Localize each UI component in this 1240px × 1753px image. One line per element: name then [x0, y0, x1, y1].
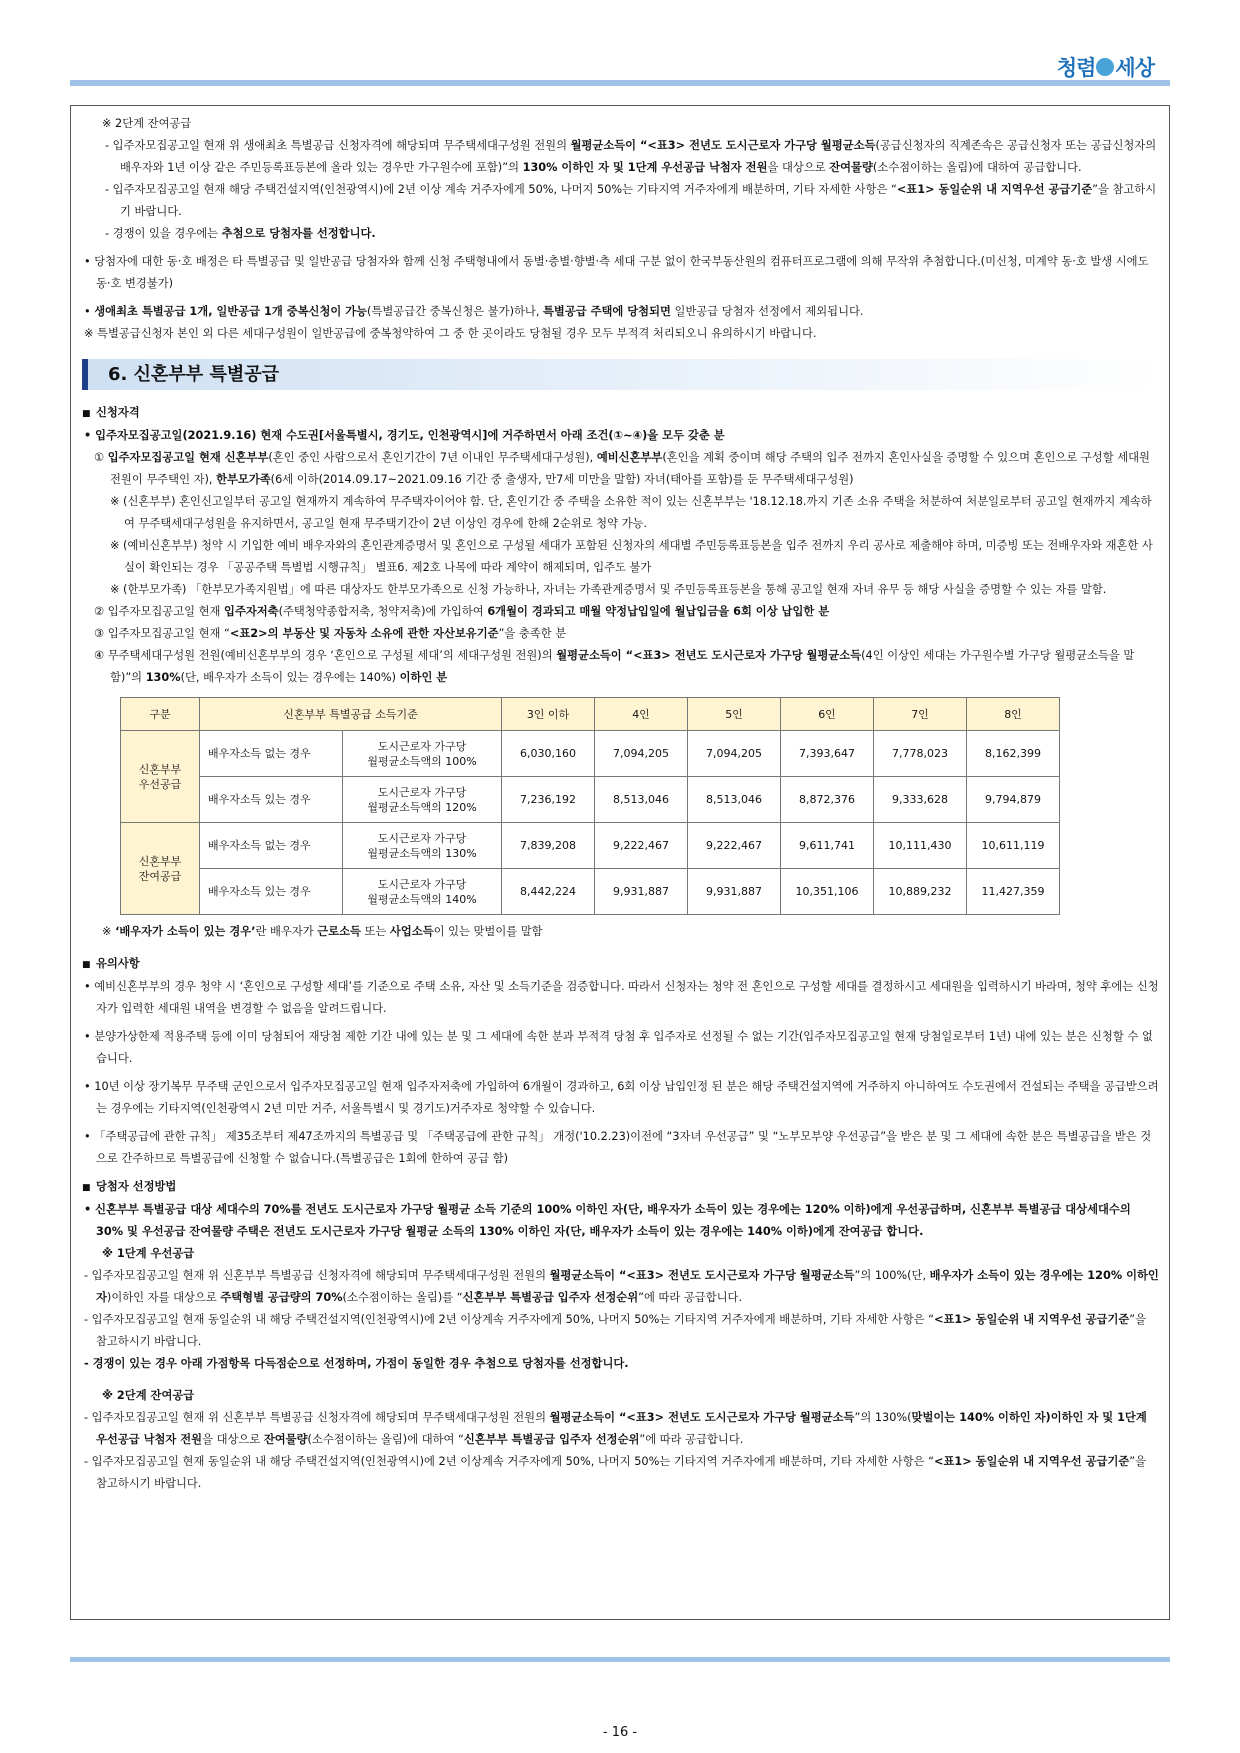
table-header: 3인 이하 — [502, 698, 595, 731]
square-bullet-icon: ■ — [82, 409, 91, 419]
caution-item: • 분양가상한제 적용주택 등에 이미 당첨되어 재당첨 제한 기간 내에 있는 분 및 그 세대에 속한 분과 부적격 당첨 후 입주자로 선정될 수 없는 기간(입주자모집공고일 현재 당첨일로부터 1년) 내에 있는 분은 신청할 수 없습니다. — [84, 1030, 1153, 1065]
value-cell: 10,611,119 — [967, 823, 1060, 869]
caution-item: • 「주택공급에 관한 규칙」 제35조부터 제47조까지의 특별공급 및 「주택공급에 관한 규칙」 개정('10.2.23)이전에 “3자녀 우선공급” 및 “노부모부양 우선공급”을 받은 분 및 그 세대에 속한 분은 특별공급을 받은 것으로 간주하므로 특별공급에 신청할 수 없습니다.(특별공급은 1회에 한하여 공급 함) — [84, 1130, 1152, 1165]
eligibility-heading: ■ 신청자격 — [82, 402, 1160, 425]
eligibility-note: ※ (신혼부부) 혼인신고일부터 공고일 현재까지 계속하여 무주택자이어야 함. 단, 혼인기간 중 주택을 소유한 적이 있는 신혼부부는 '18.12.18.까지 기존 소유 주택을 처분하여 처분일로부터 공고일 현재까지 계속하여 무주택세대구성원을 유지하면서, 공고일 현재 무주택기간이 2년 이상인 경우에 한해 2순위로 청약 가능. — [110, 495, 1152, 530]
stage2-title: ※ 2단계 잔여공급 — [102, 117, 192, 130]
value-cell: 10,351,106 — [781, 869, 874, 915]
value-cell: 9,931,887 — [688, 869, 781, 915]
cautions-heading: ■ 유의사항 — [82, 953, 1160, 976]
value-cell: 9,931,887 — [595, 869, 688, 915]
table-header: 5인 — [688, 698, 781, 731]
section-title — [82, 359, 1160, 390]
eligibility-item-4: ④ 무주택세대구성원 전원(예비신혼부부의 경우 ‘혼인으로 구성될 세대’의 세대구성원 전원)의 월평균소득이 “<표3> 전년도 도시근로자 가구당 월평균소득(4인 이상인 세대는 가구원수별 가구당 월평균소득을 말함)”의 130%(단, 배우자가 소득이 있는 경우에는 140%) 이하인 분 — [94, 649, 1135, 684]
eligibility-item-3: ③ 입주자모집공고일 현재 “<표2>의 부동산 및 자동차 소유에 관한 자산보유기준”을 충족한 분 — [94, 627, 567, 640]
stage2b-item: - 입주자모집공고일 현재 위 신혼부부 특별공급 신청자격에 해당되며 무주택세대구성원 전원의 월평균소득이 “<표3> 전년도 도시근로자 가구당 월평균소득”의 130%(맞벌이는 140% 이하인 자)이하인 자 및 1단계 우선공급 낙첨자 전원을 대상으로 잔여물량(소수점이하는 올림)에 대하여 “신혼부부 특별공급 입주자 선정순위”에 따라 공급합니다. — [84, 1411, 1147, 1446]
value-cell: 9,222,467 — [688, 823, 781, 869]
value-cell: 11,427,359 — [967, 869, 1060, 915]
value-cell: 7,839,208 — [502, 823, 595, 869]
square-bullet-icon: ■ — [82, 1183, 91, 1193]
value-cell: 8,513,046 — [595, 777, 688, 823]
group-label: 신혼부부 우선공급 — [121, 731, 200, 823]
selection-lead: • 신혼부부 특별공급 대상 세대수의 70%를 전년도 도시근로자 가구당 월평균 소득 기준의 100% 이하인 자(단, 배우자가 소득이 있는 경우에는 120% 이하)에게 우선공급하며, 신혼부부 특별공급 대상세대수의 30% 및 우선공급 잔여물량 주택은 전년도 도시근로자 가구당 월평균 소득의 130% 이하인 자(단, 배우자가 소득이 있는 경우에는 140% 이하)에게 잔여공급 합니다. — [84, 1203, 1131, 1238]
table-header-row — [121, 698, 1060, 731]
basis-cell: 도시근로자 가구당 월평균소득액의 140% — [343, 869, 502, 915]
stage1-item: - 입주자모집공고일 현재 동일순위 내 해당 주택건설지역(인천광역시)에 2년 이상계속 거주자에게 50%, 나머지 50%는 기타지역 거주자에게 배분하며, 기타 자세한 사항은 “<표1> 동일순위 내 지역우선 공급기준”을 참고하시기 바랍니다. — [84, 1313, 1147, 1348]
case-cell: 배우자소득 없는 경우 — [200, 823, 343, 869]
value-cell: 9,794,879 — [967, 777, 1060, 823]
value-cell: 7,094,205 — [688, 731, 781, 777]
eligibility-item-1: ① 입주자모집공고일 현재 신혼부부(혼인 중인 사람으로서 혼인기간이 7년 이내인 무주택세대구성원), 예비신혼부부(혼인을 계획 중이며 해당 주택의 입주 전까지 혼인사실을 증명할 수 있으며 혼인으로 구성할 세대원 전원이 무주택인 자), 한부모가족(6세 이하(2014.09.17~2021.09.16 기간 중 출생자, 만7세 미만을 말함) 자녀(태아를 포함)를 둔 무주택세대구성원) — [94, 451, 1150, 486]
table-header: 7인 — [874, 698, 967, 731]
case-cell: 배우자소득 없는 경우 — [200, 731, 343, 777]
section-title-text: 6. 신혼부부 특별공급 — [108, 363, 279, 385]
table-header: 구분 — [121, 698, 200, 731]
stage2-item: - 입주자모집공고일 현재 해당 주택건설지역(인천광역시)에 2년 이상 계속 거주자에게 50%, 나머지 50%는 기타지역 거주자에게 배분하며, 기타 자세한 사항은 “<표1> 동일순위 내 지역우선 공급기준”을 참고하시기 바랍니다. — [105, 183, 1157, 218]
value-cell: 7,393,647 — [781, 731, 874, 777]
top-rule — [70, 80, 1170, 86]
table-row — [121, 869, 1060, 915]
value-cell: 8,872,376 — [781, 777, 874, 823]
value-cell: 10,111,430 — [874, 823, 967, 869]
stage2-item: - 경쟁이 있을 경우에는 추첨으로 당첨자를 선정합니다. — [105, 227, 376, 240]
stage2b-title: ※ 2단계 잔여공급 — [102, 1389, 195, 1402]
bullet-note: • 당첨자에 대한 동·호 배정은 타 특별공급 및 일반공급 당첨자와 함께 신청 주택형내에서 동별·층별·향별·측 세대 구분 없이 한국부동산원의 컴퓨터프로그램에 의해 무작위 추첨합니다.(미신청, 미계약 동·호 발생 시에도 동·호 변경불가) — [84, 255, 1149, 290]
value-cell: 8,513,046 — [688, 777, 781, 823]
table-header: 4인 — [595, 698, 688, 731]
value-cell: 6,030,160 — [502, 731, 595, 777]
stage2-item: - 입주자모집공고일 현재 위 생애최초 특별공급 신청자격에 해당되며 무주택세대구성원 전원의 월평균소득이 “<표3> 전년도 도시근로자 가구당 월평균소득(공급신청자의 직계존속은 공급신청자 또는 공급신청자의 배우자와 1년 이상 같은 주민등록표등본에 올라 있는 경우만 가구원수에 포함)”의 130% 이하인 자 및 1단계 우선공급 낙첨자 전원을 대상으로 잔여물량(소수점이하는 올림)에 대하여 공급합니다. — [105, 139, 1157, 174]
table-row — [121, 823, 1060, 869]
table-header: 신혼부부 특별공급 소득기준 — [200, 698, 502, 731]
case-cell: 배우자소득 있는 경우 — [200, 869, 343, 915]
table-note: ※ ‘배우자가 소득이 있는 경우’란 배우자가 근로소득 또는 사업소득이 있는 맞벌이를 말함 — [102, 925, 543, 938]
caution-item: • 예비신혼부부의 경우 청약 시 ‘혼인으로 구성할 세대’를 기준으로 주택 소유, 자산 및 소득기준을 검증합니다. 따라서 신청자는 청약 전 혼인으로 구성할 세대를 결정하시고 세대원을 입력하시기 바라며, 청약 후에는 신청자가 입력한 세대원 내역을 변경할 수 없음을 알려드립니다. — [84, 980, 1159, 1015]
caution-item: • 10년 이상 장기복무 무주택 군인으로서 입주자모집공고일 현재 입주자저축에 가입하여 6개월이 경과하고, 6회 이상 납입인정 된 분은 해당 주택건설지역에 거주하지 아니하여도 수도권에서 건설되는 주택을 공급받으려는 경우에는 기타지역(인천광역시 2년 미만 거주, 서울특별시 및 경기도)거주자로 청약할 수 있습니다. — [84, 1080, 1159, 1115]
value-cell: 10,889,232 — [874, 869, 967, 915]
value-cell: 9,611,741 — [781, 823, 874, 869]
eligibility-note: ※ (한부모가족) 「한부모가족지원법」에 따른 대상자도 한부모가족으로 신청 가능하나, 자녀는 가족관계증명서 및 주민등록표등본을 통해 공고일 현재 자녀 유무 등 해당 사실을 증명할 수 있는 자를 말함. — [110, 583, 1107, 596]
logo: 청렴 세상 — [1056, 56, 1154, 80]
case-cell: 배우자소득 있는 경우 — [200, 777, 343, 823]
table-row — [121, 731, 1060, 777]
selection-heading: ■ 당첨자 선정방법 — [82, 1176, 1160, 1199]
bullet-note: • 생애최초 특별공급 1개, 일반공급 1개 중복신청이 가능(특별공급간 중복신청은 불가)하나, 특별공급 주택에 당첨되면 일반공급 당첨자 선정에서 제외됩니다. — [84, 305, 864, 318]
basis-cell: 도시근로자 가구당 월평균소득액의 120% — [343, 777, 502, 823]
value-cell: 7,094,205 — [595, 731, 688, 777]
value-cell: 8,162,399 — [967, 731, 1060, 777]
value-cell: 7,236,192 — [502, 777, 595, 823]
value-cell: 8,442,224 — [502, 869, 595, 915]
table-header: 8인 — [967, 698, 1060, 731]
stage1-title: ※ 1단계 우선공급 — [102, 1247, 195, 1260]
eligibility-item-2: ② 입주자모집공고일 현재 입주자저축(주택청약종합저축, 청약저축)에 가입하여 6개월이 경과되고 매월 약정납입일에 월납입금을 6회 이상 납입한 분 — [94, 605, 830, 618]
group-label: 신혼부부 잔여공급 — [121, 823, 200, 915]
basis-cell: 도시근로자 가구당 월평균소득액의 130% — [343, 823, 502, 869]
bullet-note: ※ 특별공급신청자 본인 외 다른 세대구성원이 일반공급에 중복청약하여 그 중 한 곳이라도 당첨될 경우 모두 부적격 처리되오니 유의하시기 바랍니다. — [84, 327, 817, 340]
square-bullet-icon: ■ — [82, 960, 91, 970]
value-cell: 9,333,628 — [874, 777, 967, 823]
value-cell: 7,778,023 — [874, 731, 967, 777]
income-table — [120, 697, 1060, 915]
bottom-rule — [70, 1657, 1170, 1662]
page-number: - 16 - — [602, 1725, 638, 1740]
globe-icon — [1096, 58, 1114, 76]
eligibility-note: ※ (예비신혼부부) 청약 시 기입한 예비 배우자와의 혼인관계증명서 및 혼인으로 구성될 세대가 포함된 신청자의 세대별 주민등록표등본을 입주 전까지 우리 공사로 제출해야 하며, 미증빙 또는 전배우자와 재혼한 사실이 확인되는 경우 「공공주택 특별법 시행규칙」 별표6. 제2호 나목에 따라 계약이 해제되며, 입주도 불가 — [110, 539, 1153, 574]
basis-cell: 도시근로자 가구당 월평균소득액의 100% — [343, 731, 502, 777]
eligibility-lead: • 입주자모집공고일(2021.9.16) 현재 수도권[서울특별시, 경기도, 인천광역시]에 거주하면서 아래 조건(①~④)을 모두 갖춘 분 — [84, 429, 725, 442]
value-cell: 9,222,467 — [595, 823, 688, 869]
document-body — [82, 113, 1160, 1495]
table-header: 6인 — [781, 698, 874, 731]
stage1-item: - 경쟁이 있는 경우 아래 가점항목 다득점순으로 선정하며, 가점이 동일한 경우 추첨으로 당첨자를 선정합니다. — [84, 1357, 629, 1370]
stage2b-item: - 입주자모집공고일 현재 동일순위 내 해당 주택건설지역(인천광역시)에 2년 이상계속 거주자에게 50%, 나머지 50%는 기타지역 거주자에게 배분하며, 기타 자세한 사항은 “<표1> 동일순위 내 지역우선 공급기준”을 참고하시기 바랍니다. — [84, 1455, 1147, 1490]
stage1-item: - 입주자모집공고일 현재 위 신혼부부 특별공급 신청자격에 해당되며 무주택세대구성원 전원의 월평균소득이 “<표3> 전년도 도시근로자 가구당 월평균소득”의 100%(단, 배우자가 소득이 있는 경우에는 120% 이하인 자)이하인 자를 대상으로 주택형별 공급량의 70%(소수점이하는 올림)를 “신혼부부 특별공급 입주자 선정순위”에 따라 공급합니다. — [84, 1269, 1159, 1304]
table-row — [121, 777, 1060, 823]
